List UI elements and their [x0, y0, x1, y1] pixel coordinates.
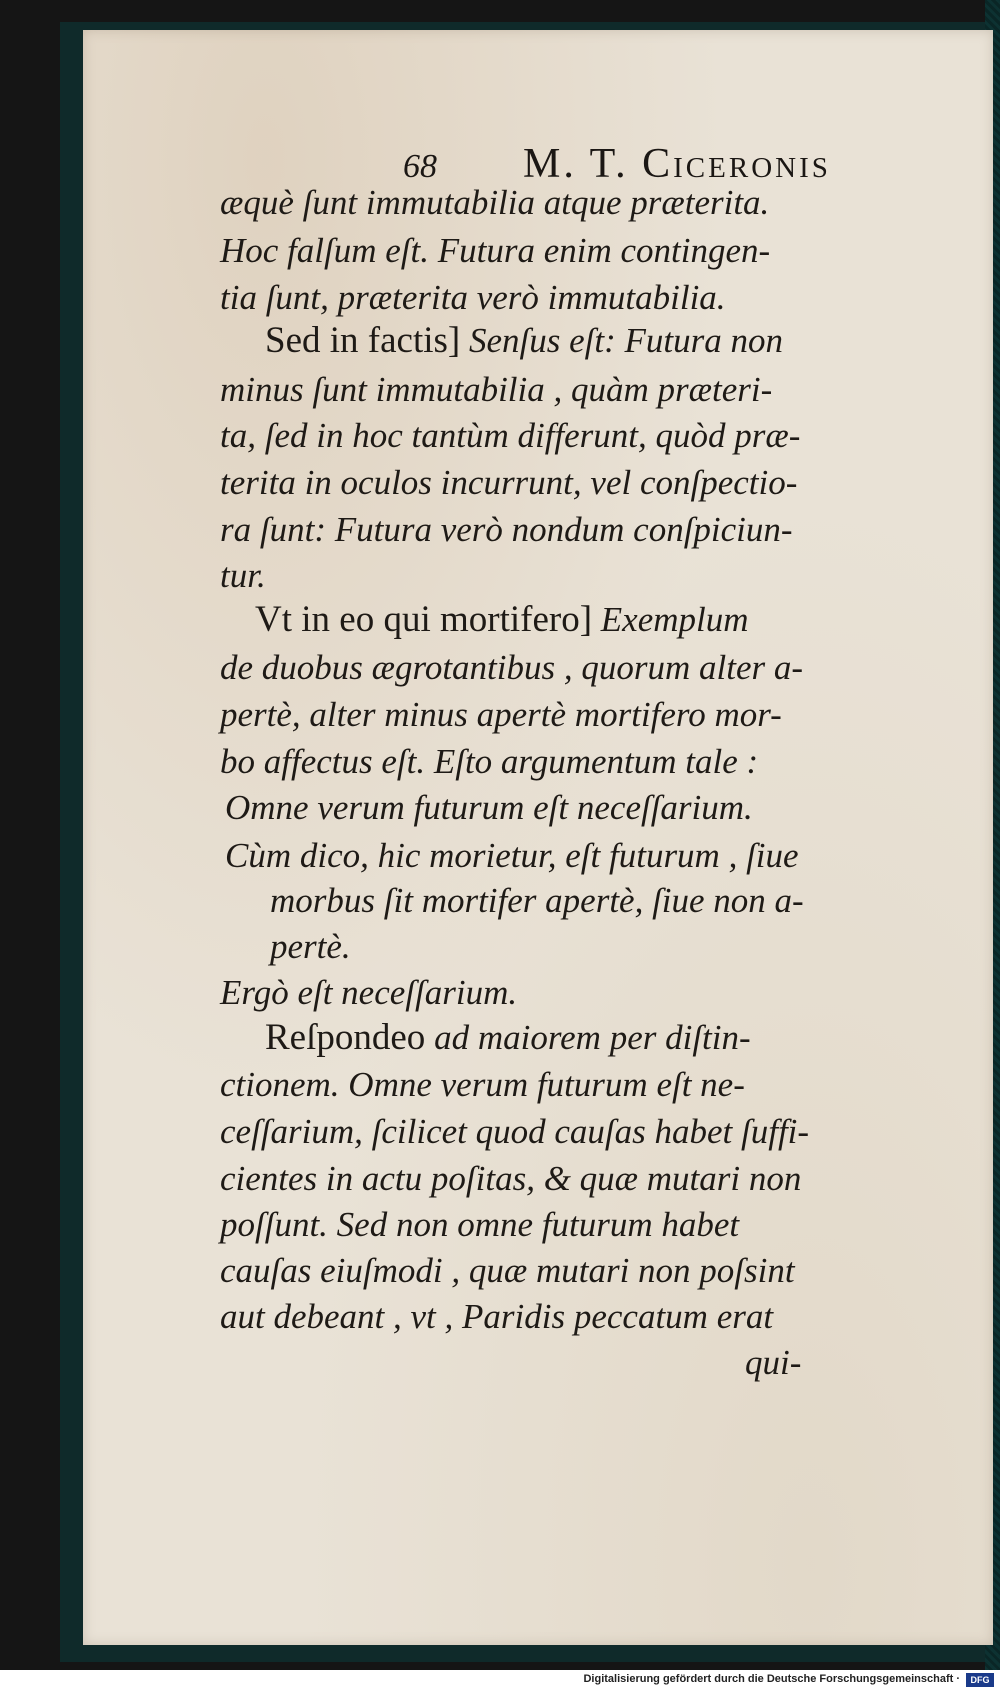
running-head: M. T. Ciceronis: [523, 141, 831, 187]
text-line: [220, 645, 1000, 691]
text-line: [220, 460, 1000, 506]
text-line: [220, 1156, 1000, 1202]
commentary-text: de duobus ægrotantibus , quorum alter a-: [220, 648, 804, 687]
commentary-text: Hoc falſum eſt. Futura enim contingen-: [220, 231, 771, 270]
text-line: [220, 970, 1000, 1016]
dfg-logo: DFG: [966, 1673, 994, 1687]
commentary-text: ad maiorem per diſtin-: [425, 1018, 751, 1057]
commentary-text: bo affectus eſt. Eſto argumentum tale :: [220, 742, 759, 781]
commentary-text: pertè.: [270, 927, 351, 966]
commentary-text: minus ſunt immutabilia , quàm præteri-: [220, 370, 773, 409]
text-line: [220, 228, 1000, 274]
text-line: [745, 1340, 1000, 1386]
text-line: [255, 597, 1000, 643]
commentary-text: tur.: [220, 556, 266, 595]
commentary-text: Exemplum: [592, 600, 749, 639]
commentary-text: tia ſunt, præterita verò immutabilia.: [220, 278, 726, 317]
text-line: [220, 413, 1000, 459]
text-line: [220, 367, 1000, 413]
commentary-text: terita in oculos incurrunt, vel conſpectio-: [220, 463, 798, 502]
text-line: [220, 507, 1000, 553]
commentary-text: æquè ſunt immutabilia atque præterita.: [220, 183, 770, 222]
commentary-text: Senſus eſt: Futura non: [460, 321, 783, 360]
commentary-text: qui-: [745, 1343, 802, 1382]
commentary-text: aut debeant , vt , Paridis peccatum erat: [220, 1297, 774, 1336]
text-line: [220, 180, 1000, 226]
text-line: [220, 1062, 1000, 1108]
text-line: [265, 1015, 1000, 1061]
text-line: [220, 1109, 1000, 1155]
lemma-text: Reſpondeo: [265, 1017, 426, 1058]
text-line: [270, 878, 1000, 924]
text-line: [265, 318, 1000, 364]
commentary-text: ta, ſed in hoc tantùm differunt, quòd præ-: [220, 416, 801, 455]
text-line: [220, 692, 1000, 738]
commentary-text: pertè, alter minus apertè mortifero mor-: [220, 695, 782, 734]
book-page: [83, 30, 993, 1645]
commentary-text: ceſſarium, ſcilicet quod cauſas habet ſuffi-: [220, 1112, 810, 1151]
text-line: [220, 275, 1000, 321]
text-line: [270, 924, 1000, 970]
text-line: [225, 833, 1000, 879]
text-line: [220, 553, 1000, 599]
page-number: 68: [403, 148, 437, 185]
lemma-text: Sed in factis]: [265, 320, 461, 361]
commentary-text: morbus ſit mortifer apertè, ſiue non a-: [270, 881, 804, 920]
commentary-text: poſſunt. Sed non omne futurum habet: [220, 1205, 740, 1244]
commentary-text: ra ſunt: Futura verò nondum conſpiciun-: [220, 510, 793, 549]
commentary-text: Omne verum futurum eſt neceſſarium.: [225, 788, 753, 827]
commentary-text: ctionem. Omne verum futurum eſt ne-: [220, 1065, 745, 1104]
commentary-text: cauſas eiuſmodi , quæ mutari non poſsint: [220, 1251, 795, 1290]
text-line: [220, 1202, 1000, 1248]
text-line: [220, 1294, 1000, 1340]
text-line: [225, 785, 1000, 831]
commentary-text: Cùm dico, hic morietur, eſt futurum , ſiue: [225, 836, 799, 875]
text-line: [220, 1248, 1000, 1294]
commentary-text: Ergò eſt neceſſarium.: [220, 973, 518, 1012]
lemma-text: Vt in eo qui mortifero]: [255, 599, 593, 640]
commentary-text: cientes in actu poſitas, & quæ mutari non: [220, 1159, 802, 1198]
text-line: [220, 739, 1000, 785]
digitization-footer: [0, 1670, 1000, 1691]
footer-credit: Digitalisierung gefördert durch die Deutsche Forschungsgemeinschaft ·: [583, 1673, 960, 1685]
